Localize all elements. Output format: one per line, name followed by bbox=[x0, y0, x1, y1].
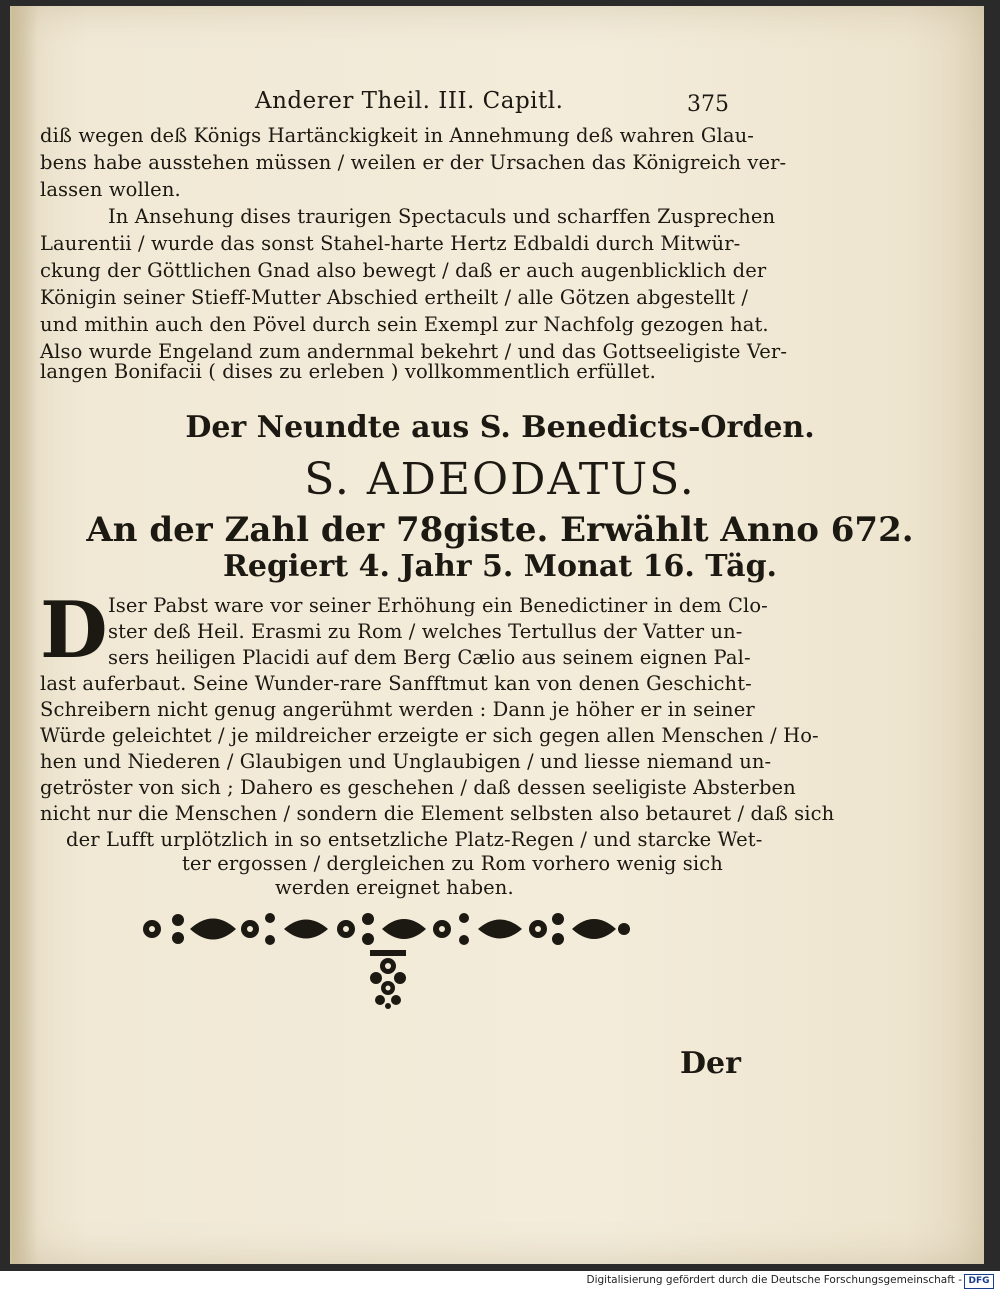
page-number: 375 bbox=[687, 92, 729, 117]
viewer-footer bbox=[0, 1271, 1000, 1291]
text-line: ter ergossen / dergleichen zu Rom vorhero wenig sich bbox=[182, 852, 723, 875]
text-line: Also wurde Engeland zum andernmal bekehrt / und das Gottseeligiste Ver- bbox=[40, 340, 788, 363]
funding-credit: Digitalisierung gefördert durch die Deutsche Forschungsgemeinschaft - bbox=[586, 1274, 962, 1286]
section-heading-number: An der Zahl der 78giste. Erwählt Anno 672. bbox=[86, 510, 914, 550]
text-line: diß wegen deß Königs Hartänckigkeit in Annehmung deß wahren Glau- bbox=[40, 124, 754, 147]
text-line: der Lufft urplötzlich in so entsetzliche Platz-Regen / und starcke Wet- bbox=[66, 828, 763, 851]
decorated-initial: D bbox=[40, 585, 108, 676]
text-line: nicht nur die Menschen / sondern die Element selbsten also betauret / daß sich bbox=[40, 802, 835, 825]
text-line: Königin seiner Stieff-Mutter Abschied ertheilt / alle Götzen abgestellt / bbox=[40, 286, 749, 309]
text-line: langen Bonifacii ( dises zu erleben ) vollkommentlich erfüllet. bbox=[40, 360, 656, 383]
text-line: ster deß Heil. Erasmi zu Rom / welches Tertullus der Vatter un- bbox=[108, 620, 743, 643]
running-header: Anderer Theil. III. Capitl. bbox=[255, 88, 564, 114]
text-line: getröster von sich ; Dahero es geschehen / daß dessen seeligiste Absterben bbox=[40, 776, 796, 799]
text-line: sers heiligen Placidi auf dem Berg Cælio aus seinem eignen Pal- bbox=[108, 646, 751, 669]
text-line: Laurentii / wurde das sonst Stahel-harte Hertz Edbaldi durch Mitwür- bbox=[40, 232, 741, 255]
section-heading-reign: Regiert 4. Jahr 5. Monat 16. Täg. bbox=[223, 549, 777, 584]
page-gutter bbox=[12, 6, 38, 1264]
dfg-logo-icon[interactable]: DFG bbox=[964, 1274, 994, 1289]
text-line: In Ansehung dises traurigen Spectaculs und scharffen Zusprechen bbox=[108, 205, 776, 228]
section-heading-order: Der Neundte aus S. Benedicts-Orden. bbox=[185, 410, 815, 445]
text-line: und mithin auch den Pövel durch sein Exempl zur Nachfolg gezogen hat. bbox=[40, 313, 769, 336]
text-line: bens habe ausstehen müssen / weilen er der Ursachen das Königreich ver- bbox=[40, 151, 787, 174]
text-line: last auferbaut. Seine Wunder-rare Sanfftmut kan von denen Geschicht- bbox=[40, 672, 752, 695]
text-line: Iser Pabst ware vor seiner Erhöhung ein Benedictiner in dem Clo- bbox=[108, 594, 768, 617]
text-line: Würde geleichtet / je mildreicher erzeigte er sich gegen allen Menschen / Ho- bbox=[40, 724, 819, 747]
text-line: hen und Niederen / Glaubigen und Unglaubigen / und liesse niemand un- bbox=[40, 750, 772, 773]
floral-ornament-pendant bbox=[362, 948, 414, 1010]
text-line: Schreibern nicht genug angerühmt werden : Dann je höher er in seiner bbox=[40, 698, 755, 721]
text-line: lassen wollen. bbox=[40, 178, 181, 201]
section-heading-name: S. ADEODATUS. bbox=[304, 454, 696, 505]
catchword: Der bbox=[680, 1046, 741, 1081]
floral-ornament-band bbox=[138, 906, 632, 952]
text-line: ckung der Göttlichen Gnad also bewegt / daß er auch augenblicklich der bbox=[40, 259, 767, 282]
text-line: werden ereignet haben. bbox=[275, 876, 514, 899]
